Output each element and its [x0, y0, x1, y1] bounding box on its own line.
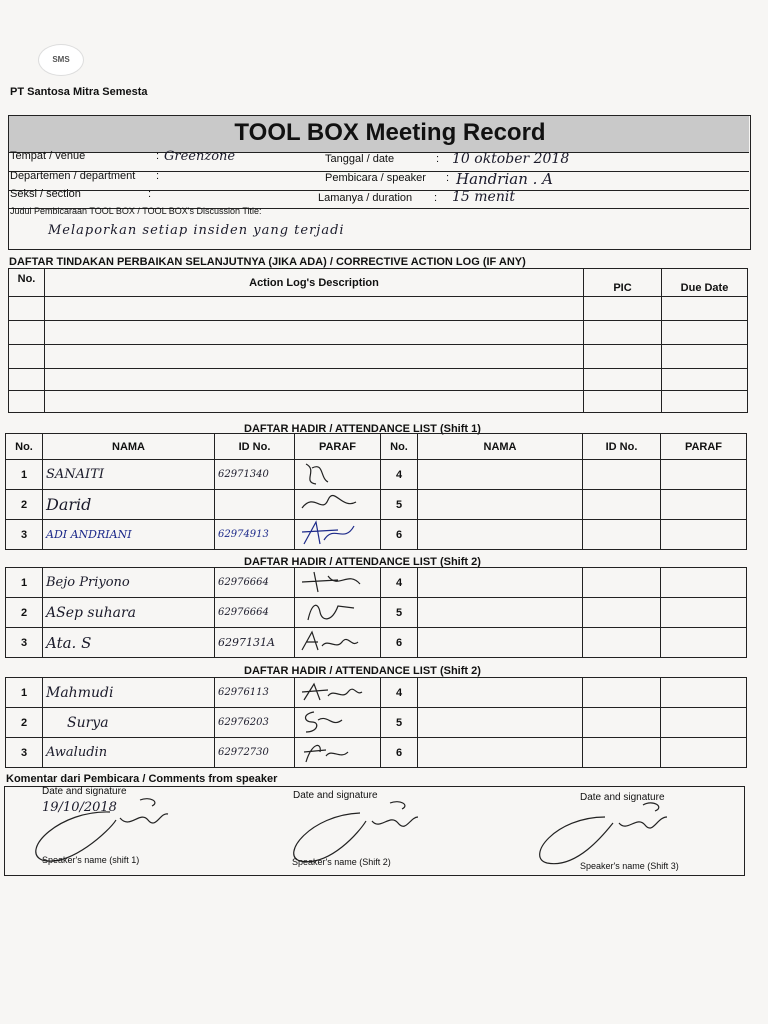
- attendee-name: Bejo Priyono: [43, 568, 215, 598]
- corrective-table: [8, 268, 748, 413]
- attendee-name: Awaludin: [43, 738, 215, 768]
- row-number: 2: [6, 708, 43, 738]
- attendee-id: 62976664: [215, 598, 295, 628]
- table-row: [6, 708, 747, 738]
- corrective-title: DAFTAR TINDAKAN PERBAIKAN SELANJUTNYA (JIKA ADA) / CORRECTIVE ACTION LOG (IF ANY): [9, 256, 526, 268]
- attendee-name: Darid: [43, 490, 215, 520]
- col-paraf: PARAF: [295, 434, 381, 460]
- col-id: ID No.: [583, 434, 661, 460]
- col-due-date: Due Date: [662, 269, 748, 297]
- attendee-id: 62974913: [215, 520, 295, 550]
- speaker-name-label-2: Speaker's name (Shift 2): [292, 857, 391, 867]
- row-number: 4: [381, 568, 418, 598]
- table-row: [9, 297, 748, 321]
- attendance-table-3: [5, 677, 747, 768]
- venue-value: Greenzone: [164, 149, 236, 164]
- comments-title: Komentar dari Pembicara / Comments from speaker: [6, 773, 278, 785]
- duration-value: 15 menit: [452, 189, 515, 205]
- attendee-id: 62971340: [215, 460, 295, 490]
- date-signature-label-3: Date and signature: [580, 792, 665, 803]
- signature-scribble: [298, 520, 368, 546]
- colon: :: [436, 153, 440, 165]
- colon: :: [156, 170, 160, 182]
- colon: :: [156, 150, 160, 162]
- attendee-id: 62972730: [215, 738, 295, 768]
- attendee-id: 62976203: [215, 708, 295, 738]
- section-label: Seksi / section: [10, 188, 81, 200]
- speaker-name-label-1: Speaker's name (shift 1): [42, 855, 140, 865]
- row-number: 1: [6, 678, 43, 708]
- attendee-id: 62976113: [215, 678, 295, 708]
- attendee-name: ADI ANDRIANI: [43, 520, 215, 550]
- attendee-name: Ata. S: [43, 628, 215, 658]
- row-number: 4: [381, 678, 418, 708]
- table-row: [6, 520, 747, 550]
- attendee-id: 62976664: [215, 568, 295, 598]
- attendee-signature: [295, 738, 381, 768]
- row-number: 5: [381, 490, 418, 520]
- date-signature-label-1: Date and signature: [42, 786, 127, 797]
- row-number: 3: [6, 738, 43, 768]
- company-name: PT Santosa Mitra Semesta: [10, 86, 148, 98]
- row-number: 2: [6, 490, 43, 520]
- comment-date: 19/10/2018: [42, 800, 117, 815]
- row-number: 5: [381, 708, 418, 738]
- attendance-table-1: [5, 433, 747, 550]
- signature-scribble: [298, 598, 368, 624]
- col-paraf: PARAF: [661, 434, 747, 460]
- speaker-label: Pembicara / speaker: [325, 172, 426, 184]
- attendance-title-3: DAFTAR HADIR / ATTENDANCE LIST (Shift 2): [244, 665, 481, 677]
- signature-scribble: [298, 678, 368, 704]
- attendee-signature: [295, 708, 381, 738]
- col-pic: PIC: [584, 269, 662, 297]
- speaker-value: Handrian . A: [456, 170, 553, 188]
- attendee-id: [215, 490, 295, 520]
- table-row: [6, 490, 747, 520]
- attendance-title-1: DAFTAR HADIR / ATTENDANCE LIST (Shift 1): [244, 423, 481, 435]
- colon: :: [446, 172, 450, 184]
- row-number: 5: [381, 598, 418, 628]
- table-row: [6, 568, 747, 598]
- col-id: ID No.: [215, 434, 295, 460]
- row-number: 6: [381, 520, 418, 550]
- speaker-name-label-3: Speaker's name (Shift 3): [580, 861, 679, 871]
- col-no: No.: [381, 434, 418, 460]
- row-number: 6: [381, 628, 418, 658]
- attendee-signature: [295, 598, 381, 628]
- colon: :: [434, 192, 438, 204]
- col-nama: NAMA: [43, 434, 215, 460]
- table-row: [6, 678, 747, 708]
- table-row: [9, 369, 748, 391]
- table-row: [9, 345, 748, 369]
- attendee-signature: [295, 628, 381, 658]
- col-description: Action Log's Description: [45, 269, 584, 297]
- row-number: 4: [381, 460, 418, 490]
- row-number: 6: [381, 738, 418, 768]
- attendee-name: Mahmudi: [43, 678, 215, 708]
- table-row: [9, 321, 748, 345]
- table-row: [6, 738, 747, 768]
- table-row: [6, 460, 747, 490]
- attendee-signature: [295, 678, 381, 708]
- attendee-id: 6297131A: [215, 628, 295, 658]
- col-no: No.: [6, 434, 43, 460]
- table-row: [6, 598, 747, 628]
- signature-scribble: [298, 568, 378, 594]
- col-no: No.: [9, 269, 45, 297]
- attendee-name: Surya: [43, 708, 215, 738]
- date-label: Tanggal / date: [325, 153, 395, 165]
- date-signature-label-2: Date and signature: [293, 790, 378, 801]
- row-number: 2: [6, 598, 43, 628]
- colon: :: [148, 188, 152, 200]
- info-divider: [9, 190, 749, 191]
- attendee-signature: [295, 520, 381, 550]
- page-title: TOOL BOX Meeting Record: [234, 119, 546, 146]
- duration-label: Lamanya / duration: [318, 192, 413, 204]
- table-row: [6, 628, 747, 658]
- signature-scribble: [298, 490, 368, 516]
- row-number: 1: [6, 460, 43, 490]
- row-number: 3: [6, 520, 43, 550]
- attendee-name: ASep suhara: [43, 598, 215, 628]
- col-nama: NAMA: [418, 434, 583, 460]
- date-value: 10 oktober 2018: [452, 151, 570, 167]
- signature-scribble: [298, 708, 368, 734]
- signature-scribble: [298, 460, 358, 486]
- row-number: 1: [6, 568, 43, 598]
- attendee-signature: [295, 568, 381, 598]
- row-number: 3: [6, 628, 43, 658]
- attendee-signature: [295, 460, 381, 490]
- topic-label: Judul Pembicaraan TOOL BOX / TOOL BOX's Discussion Title:: [10, 206, 262, 216]
- attendee-signature: [295, 490, 381, 520]
- table-row: [9, 391, 748, 413]
- topic-value: Melaporkan setiap insiden yang terjadi: [48, 223, 345, 238]
- signature-scribble: [298, 628, 368, 654]
- signature-scribble: [298, 738, 368, 764]
- attendance-title-2: DAFTAR HADIR / ATTENDANCE LIST (Shift 2): [244, 556, 481, 568]
- venue-label: Tempat / venue: [10, 150, 86, 162]
- attendance-table-2: [5, 567, 747, 658]
- department-label: Departemen / department: [10, 170, 136, 182]
- company-logo: SMS: [38, 44, 84, 76]
- attendee-name: SANAITI: [43, 460, 215, 490]
